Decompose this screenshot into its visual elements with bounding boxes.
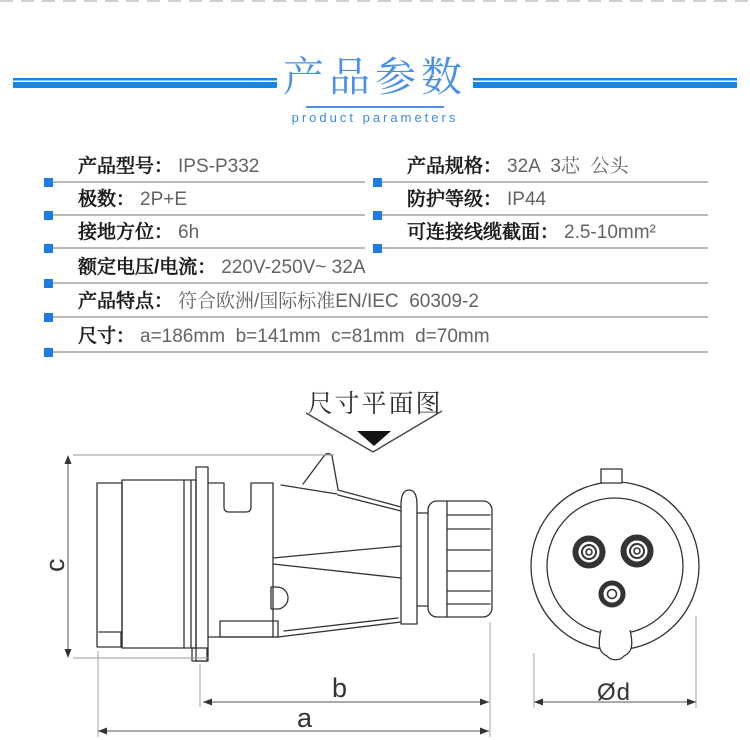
cone-bottom-lines [278, 618, 401, 637]
plug-side-view [97, 454, 492, 662]
spec-label: 产品规格： [407, 156, 503, 177]
flange [196, 467, 208, 661]
face-circle [547, 498, 683, 634]
cone-mid-lines [273, 546, 401, 578]
page-subtitle: product parameters [291, 110, 459, 125]
spec-value: 2.5-10mm² [564, 222, 656, 243]
front-view-dimension [534, 616, 696, 708]
dim-label-c: c [40, 558, 70, 572]
gland-nut [428, 501, 492, 617]
spec-value: IP44 [507, 189, 547, 210]
pin-left [576, 539, 603, 566]
cone-top-lines [281, 485, 401, 511]
callout-pointer [306, 411, 442, 452]
locking-lever [303, 454, 338, 490]
side-view-dimensions [40, 455, 490, 737]
bottom-tab [220, 621, 278, 637]
rear-body-ribs [184, 480, 191, 648]
spec-value: 2P+E [140, 189, 188, 210]
spec-value: 6h [178, 222, 200, 243]
keyway-notch [599, 630, 632, 660]
spec-value: 220V-250V~ 32A [221, 257, 366, 278]
page-title: 产品参数 [283, 54, 467, 100]
collar [401, 490, 417, 624]
pin-right [624, 538, 651, 565]
mid-body-top [208, 483, 273, 512]
dim-label-d: Ød [597, 679, 632, 706]
spec-label: 防护等级： [407, 189, 503, 210]
dim-label-b: b [332, 673, 348, 703]
spec-value: IPS-P332 [178, 156, 260, 177]
dimension-plan-callout: 尺寸平面图 [307, 390, 443, 418]
cable-end-cap [97, 483, 122, 647]
flange-foot [192, 648, 207, 661]
top-tab [601, 469, 622, 483]
spec-label: 极数： [78, 189, 136, 210]
spec-value: 32A 3芯 公头 [507, 156, 629, 177]
nut-ribs [447, 515, 490, 604]
dim-label-a: a [297, 703, 313, 733]
spec-label: 接地方位： [78, 222, 174, 243]
cap-notch [99, 632, 121, 647]
spec-label: 额定电压/电流： [78, 257, 217, 278]
rear-body [122, 480, 196, 648]
spec-label: 产品型号： [78, 156, 174, 177]
spec-label: 可连接线缆截面： [407, 222, 560, 243]
spec-value: a=186mm b=141mm c=81mm d=70mm [140, 326, 490, 347]
plug-front-view [531, 469, 699, 660]
outer-shell-circle [531, 482, 699, 650]
spec-label: 产品特点： [78, 291, 174, 312]
spec-label: 尺寸： [78, 326, 136, 347]
pin-bottom [601, 583, 623, 605]
collar-nut-joint [417, 513, 428, 606]
spec-value: 符合欧洲/国际标准EN/IEC 60309-2 [178, 291, 479, 312]
